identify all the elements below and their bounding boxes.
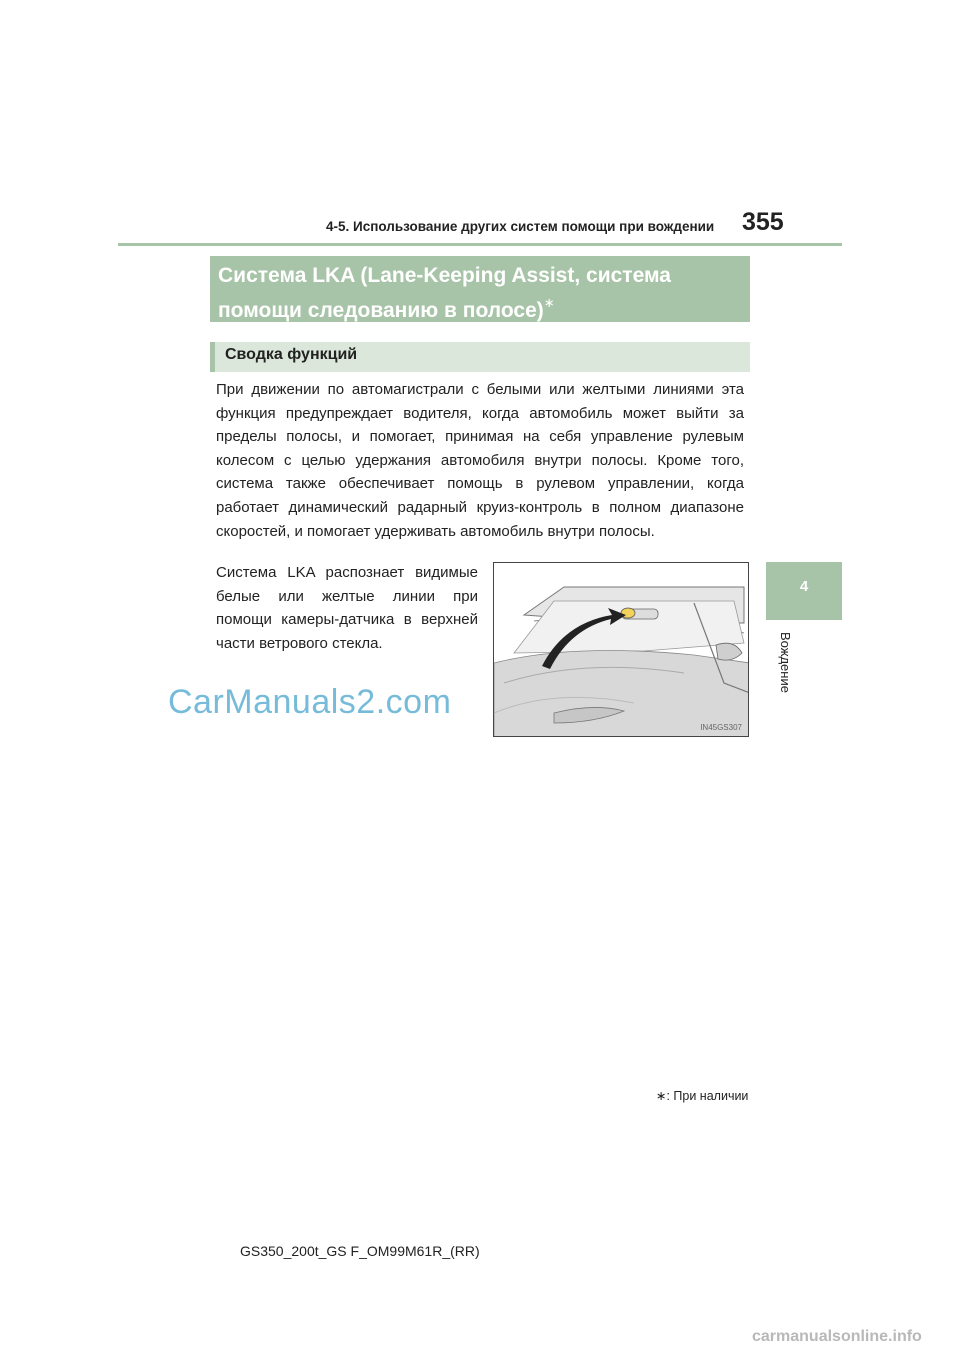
watermark: CarManuals2.com bbox=[168, 683, 452, 721]
chapter-label: Вождение bbox=[778, 632, 793, 693]
availability-marker: ∗ bbox=[543, 295, 555, 310]
intro-paragraph: При движении по автомагистрали с белыми или желтыми линиями эта функция предупреждает водителя, когда автомобиль может выйти за пределы полосы, и помогает, принимая на себя управление рулевым колесом с целью удержания автомобиля внутри полосы. Кроме того, система также обеспечивает помощь в рулевом управлении, когда работает динамический радарный круиз-контроль в полном диапазоне скоростей, и помогает удерживать автомобиль внутри полосы. bbox=[216, 381, 744, 540]
camera-location-illustration bbox=[493, 562, 749, 737]
page-number: 355 bbox=[742, 208, 784, 236]
site-watermark: carmanualsonline.info bbox=[752, 1328, 922, 1345]
footer-code: GS350_200t_GS F_OM99M61R_(RR) bbox=[240, 1243, 480, 1259]
car-windshield-illustration bbox=[494, 563, 749, 737]
figure-code: IN45GS307 bbox=[700, 723, 742, 732]
section-heading bbox=[210, 256, 750, 322]
subsection-heading-text: Сводка функций bbox=[225, 346, 358, 363]
chapter-number: 4 bbox=[799, 578, 809, 595]
camera-paragraph: Система LKA распознает видимые белые или желтые линии при помощи камеры-датчика в верхней части ветрового стекла. bbox=[216, 564, 478, 652]
header-divider bbox=[118, 243, 842, 246]
section-title: 4-5. Использование других систем помощи при вождении bbox=[326, 219, 715, 234]
footnote: ∗: При наличии bbox=[656, 1089, 749, 1103]
subsection-heading bbox=[210, 342, 750, 372]
section-heading-text: Система LKA (Lane-Keeping Assist, система помощи следованию в полосе) bbox=[218, 264, 671, 322]
